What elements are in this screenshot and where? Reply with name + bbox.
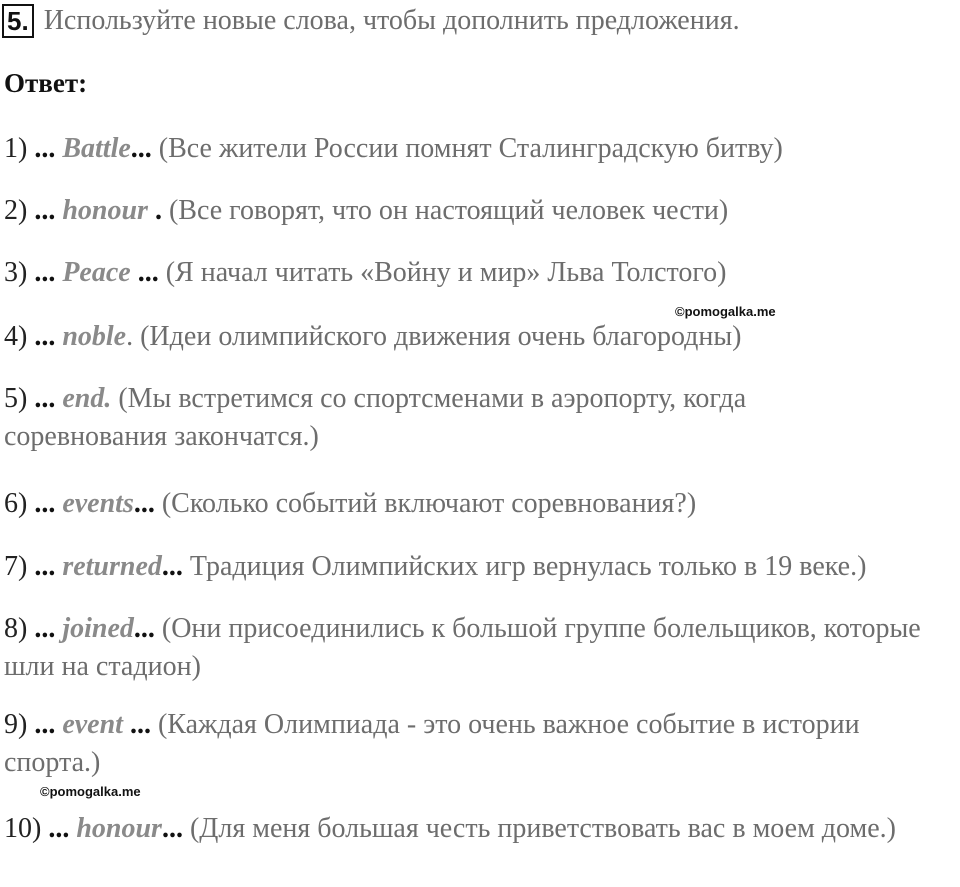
- task-instruction: Используйте новые слова, чтобы дополнить предложения.: [43, 5, 740, 36]
- item-dots: ...: [41, 813, 70, 844]
- answer-item: [4, 130, 956, 168]
- item-translation: Традиция Олимпийских игр вернулась только в 19 веке.): [182, 551, 867, 582]
- item-answer-word: Peace: [55, 257, 131, 288]
- item-dots: ...: [161, 813, 183, 844]
- item-translation: (Все говорят, что он настоящий человек чести): [161, 195, 729, 226]
- answer-item: [4, 610, 924, 686]
- answer-label: Ответ:: [4, 68, 88, 98]
- item-answer-word: end.: [55, 383, 112, 414]
- item-dots: ...: [27, 321, 56, 352]
- watermark: ©pomogalka.me: [40, 784, 141, 799]
- item-answer-word: honour: [69, 813, 162, 844]
- answer-item: [4, 192, 956, 230]
- item-translation: (Я начал читать «Войну и мир» Льва Толстого): [158, 257, 727, 288]
- item-dots: ...: [133, 488, 155, 519]
- item-number: 8): [4, 613, 28, 644]
- item-translation: (Они присоединились к большой группе болельщиков, которые шли на стадион): [4, 613, 921, 682]
- item-dots: ...: [133, 613, 155, 644]
- item-dots: ...: [27, 257, 56, 288]
- item-dots: ...: [27, 133, 56, 164]
- item-number: 4): [4, 321, 28, 352]
- item-dots: ...: [130, 133, 152, 164]
- item-translation: (Каждая Олимпиада - это очень важное событие в истории спорта.): [4, 709, 860, 778]
- item-dots: ...: [161, 551, 183, 582]
- item-dots: ...: [27, 488, 56, 519]
- item-number: 5): [4, 383, 28, 414]
- task-header: [2, 3, 740, 39]
- answer-item: [4, 485, 956, 523]
- item-number: 2): [4, 195, 28, 226]
- item-number: 3): [4, 257, 28, 288]
- item-number: 6): [4, 488, 28, 519]
- item-translation: (Для меня большая честь приветствовать вас в моем доме.): [182, 813, 896, 844]
- watermark: ©pomogalka.me: [675, 304, 776, 319]
- item-translation: (Мы встретимся со спортсменами в аэропорту, когда соревнования закончатся.): [4, 383, 747, 452]
- item-number: 1): [4, 133, 28, 164]
- item-answer-word: noble: [55, 321, 127, 352]
- item-answer-word: joined: [55, 613, 134, 644]
- item-dots: ...: [27, 551, 56, 582]
- answer-item: [4, 254, 956, 292]
- item-answer-word: event: [55, 709, 123, 740]
- item-number: 10): [4, 813, 42, 844]
- item-dots: ...: [130, 257, 159, 288]
- task-number: 5.: [2, 4, 34, 38]
- answer-item: [4, 380, 844, 456]
- item-dots: ...: [27, 613, 56, 644]
- item-number: 7): [4, 551, 28, 582]
- item-translation: (Сколько событий включают соревнования?): [154, 488, 697, 519]
- item-translation: (Все жители России помнят Сталинградскую битву): [151, 133, 783, 164]
- item-translation: . (Идеи олимпийского движения очень благородны): [126, 321, 742, 352]
- answer-item: [4, 810, 924, 848]
- item-dots: ...: [27, 383, 56, 414]
- item-answer-word: returned: [55, 551, 162, 582]
- item-dots: ...: [122, 709, 151, 740]
- item-number: 9): [4, 709, 28, 740]
- item-dots: ...: [27, 709, 56, 740]
- item-answer-word: events: [55, 488, 134, 519]
- item-dots: ...: [27, 195, 56, 226]
- item-answer-word: honour: [55, 195, 148, 226]
- answer-item: [4, 706, 956, 782]
- item-dots: .: [147, 195, 162, 226]
- answer-item: [4, 318, 956, 356]
- answer-item: [4, 548, 956, 586]
- item-answer-word: Battle: [55, 133, 131, 164]
